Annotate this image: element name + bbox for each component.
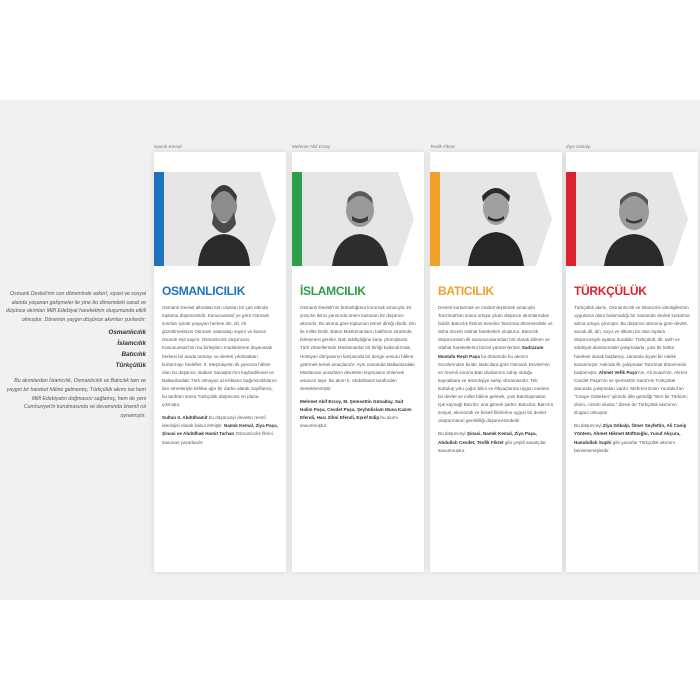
text: gibi çeşitli sanatçılar savunmuştur. <box>438 439 546 453</box>
portrait-tevfik-fikret-icon <box>440 172 562 266</box>
card-turkculuk <box>566 144 698 572</box>
bold-text: Mehmet Akif Ersoy, M. Şemsettin Günaltay, Sait Halim Paşa, Cevdet Paşa, Şeyhülislam Musa Kazım Efendi, Hacı Zihni Efendi, Eşref Edip <box>300 399 412 421</box>
card-body <box>574 304 690 460</box>
text: Devleti kurtarmak ve modernleştirmek amacıyla Tanzimat'tan sonra ortaya çıkan düşünce akımlarından biridir. Batıcılık fikrinin temelini Tanzimat dönemindeki ve daha önceki ıslahat hareketleri oluşturur. Batıcılık düşüncesinin ilk savunucularından biri olarak bilinen ve ıslahat hareketlerini bizzat yürütenlerden <box>438 305 553 351</box>
bold-text: Ziya Gökalp, Ömer Seyfettin, Ali Canip Yöntem, Ahmet Hikmet Müftüoğlu, Yusuf Akçura, Hamdullah Suphi <box>574 423 687 445</box>
card-paragraph-1 <box>574 304 690 417</box>
card-paragraph-2 <box>300 398 416 430</box>
card-islamcilik <box>292 144 424 572</box>
accent-bar <box>430 172 440 266</box>
text: bu akımı savunmuştur. <box>300 415 399 429</box>
bold-text: Namık Kemal, Ziya Paşa, Şinasi ve Abdülhak Hamit Tarhan <box>162 423 278 437</box>
card-body <box>438 304 554 460</box>
card-title: BATICILIK <box>438 284 494 298</box>
intro-terms <box>4 327 146 371</box>
card-paragraph-1 <box>438 304 554 425</box>
term-islamcilik: İslamcılık <box>117 340 146 348</box>
intro-paragraph-2: Bu akımlardan İslamcılık, Osmanlıcılık ve Batıcılık tam ve yaygın bir hareket hâline gelmemiş; Türkçülük akımı ise hem Millî Edebiyatın doğmasını sağlamış, hem de yeni Cumhuriyet'in kurulmasında ve devamında önemli rol oynamıştır. <box>6 378 146 419</box>
card-paragraph-1: Osmanlı Devleti altındaki tüm ulusları bir çatı altında toplama düşüncesidir. Kanunuesasî ye göre Osmanlı sınırları içinde yaşayan herkes din, dil, ırk gözetilmeksizin Osmanlı vatandaşı sayılır ve kanun önünde eşit sayılır. Osmanlıcılık düşüncesi, Kanunuesasî'nin bu birleştirici maddelerine dayanarak herkesi bir arada tutmayı ve devleti yıkılmaktan kurtarmayı hedefler. II. Meşrutiyetin ilk yarısına hâkim olan bu düşünce, Balkan Savaşları'nın kaybedilmesi ve Balkanlardaki Türk olmayan azınlıkların bağımsızlıklarını ilan etmeleriyle birlikte ağır bir darbe alarak zayıflamış, bu tarihten sonra Türkçülük düşüncesi ön plana çıkmıştır. <box>162 305 277 408</box>
text: bu düşünceyi devletin resmî ideolojisi olarak kabul etmiştir. <box>162 415 266 429</box>
text: 'nın, Ali Suavi'nin, Ahmet Cevdet Paşa'nın ve Şemsettin Sami'nin Türkçülük alanında çalışmaları vardır. Mehmet Emin Yurdakul'un "Cenge Giderken" şiirinde dile getirdiği "Ben bir Türküm; dinim, cinsim uludur." dizesi de Türkçülük akımının sloganı olmuştur. <box>574 369 688 416</box>
card-paragraph-2 <box>574 422 690 454</box>
accent-bar <box>292 172 302 266</box>
text: bu dönemde bu akımın öncülerinden biridir. Batıcılara göre Osmanlı Devleti'nin en önemli sorunu Batı uluslarının sahip olduğu kaynaklara ve teknolojiye sahip olmamasıdır. Tek kurtuluş yolu çağın bilim ve ihtiyaçlarına uygun medeni bir devlet ve millet hâline gelmek, yani Batılılaşmaktır. Işık kaynağı Batı'dır; ona gitmek şarttır. Batıcılar, Batı'nın sosyal, ekonomik ve felsefi fikirlerine uygun bir devlet oluşturmanın gerekliliği düşüncesindedir. <box>438 353 554 424</box>
bold-text: Ahmet Vefik Paşa <box>598 369 638 375</box>
term-osmanlicilik: Osmanlıcılık <box>108 329 146 337</box>
portrait-mehmet-akif-ersoy-icon <box>302 172 424 266</box>
text: Bu düşünceyi <box>574 423 603 429</box>
card-osmanlicilik <box>154 144 286 572</box>
card-body <box>162 304 278 452</box>
intro-paragraph-1: Osmanlı Devleti'nin son döneminde askerî, siyasi ve sosyal alanda yaşanan gelişmeler ile yine bu dönemdeki sanat ve düşünce akımları Millî Edebiyat hareketinin oluşumunda etkili olmuştur. Dönemin yaygın düşünce akımları şunlardır: <box>5 291 146 323</box>
text: gibi yazarlar Türkçülük akımını benimsemişlerdir. <box>574 439 676 453</box>
text: Osmanlıcılık fikrini savunan yazarlardır. <box>162 431 273 445</box>
portrait-ziya-gokalp-icon <box>576 172 698 266</box>
term-turkculuk: Türkçülük <box>115 362 146 370</box>
accent-bar <box>154 172 164 266</box>
card-baticilik <box>430 144 562 572</box>
accent-bar <box>566 172 576 266</box>
bold-text: Sadrazam Mustafa Reşit Paşa <box>438 345 544 359</box>
text: Bu düşünceyi <box>438 431 467 437</box>
card-body <box>300 304 416 435</box>
term-baticilik: Batıcılık <box>121 351 146 359</box>
card-title: İSLAMCILIK <box>300 284 366 298</box>
card-title: OSMANLICILIK <box>162 284 246 298</box>
card-caption: Tevfik Fikret <box>430 144 455 149</box>
text: Türkçülük akımı, Osmanlıcılık ve İslamcılık ideolojilerinin uygulama alanı bulamadığı bir zamanda devleti kurtarma adına ortaya çıkmıştır. Bu düşünce akımına göre devlet, ancak dil, din, soyu ve ülküsü bir olan toplum düşüncesiyle ayakta durabilir. Türkçülük; dil, tarih ve edebiyat alanlarındaki çalışmalarla, yani bir kültür hareketi olarak başlamış, zamanla siyasi bir nitelik kazanmıştır. Aslında ilk çalışmalar Tanzimat döneminde başlamıştır. <box>574 305 690 375</box>
card-paragraph-2 <box>438 430 554 454</box>
card-caption: Mehmet Akif Ersoy <box>292 144 331 149</box>
bold-text: Sultan II. Abdülhamit <box>162 415 208 421</box>
card-paragraph-2 <box>162 414 278 446</box>
card-paragraph-1: Osmanlı Devleti'nin bütünlüğünü korumak amacıyla 19. yüzyılın ikinci yarısında önem kazanan bir düşünce akımıdır. Bu akıma göre toplumun temel direği dindir. Din ile millet birdir. Bütün Müslümanların halifenin etrafında birleşmesi gerekir. Batı taklitçiliğine karşı çıkmışlardır. Türk virtüellerinde Müslümanlar bir birliği kalkındırmak, Hristiyan dünyasının karşısında bir denge unsuru hâline getirmek temel amaçlarıdır. Aynı zamanda Balkanlardaki Müslüman unsurların devletten kopmasını önlemek amacını taşır. Bu akım II. Abdülhamit tarafından desteklenmiştir. <box>300 305 416 391</box>
bold-text: Şinasi, Namık Kemal, Ziya Paşa, Abdullah Cevdet, Tevfik Fikret <box>438 431 537 445</box>
portrait-namik-kemal-icon <box>164 172 286 266</box>
card-caption: Namık Kemal <box>154 144 182 149</box>
card-title: TÜRKÇÜLÜK <box>574 284 647 298</box>
intro-text <box>4 290 146 423</box>
card-caption: Ziya Gökalp <box>566 144 591 149</box>
